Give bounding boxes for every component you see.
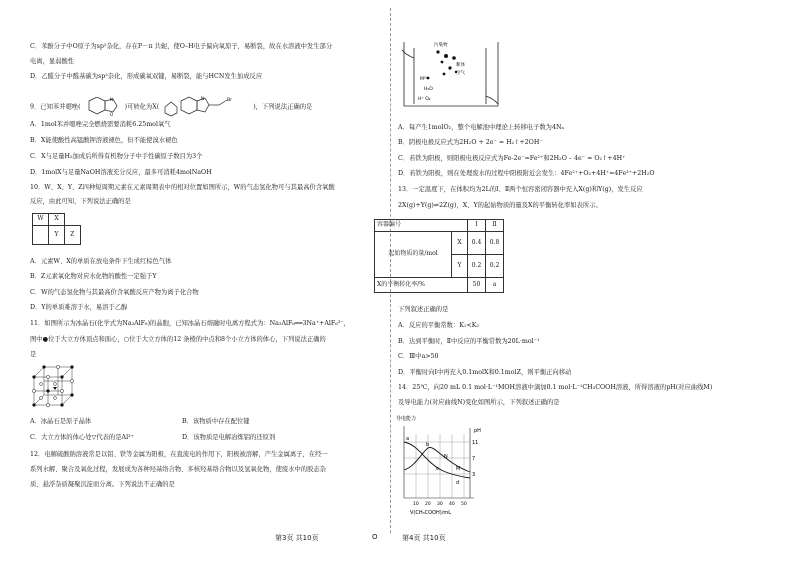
- graph-ylabel-right: pH: [474, 428, 481, 434]
- graph-point-label: d: [456, 480, 460, 486]
- footer-binding-mark: O: [372, 533, 378, 541]
- q13-cell: 0.8: [486, 232, 504, 255]
- q13-option-d: D．平衡时向Ⅰ中再充入0.1molX和0.1molZ，则平衡正向移动: [398, 369, 572, 376]
- q13-option-c: C．Ⅲ中a>50: [398, 353, 439, 360]
- footer-page-3: 第3页 共10页: [275, 534, 319, 542]
- q10-stem: 10．W、X、Y、Z四种短周期元素在元素周期表中的相对位置如图所示，W的气态氢化物可与其最高价含氧酸: [30, 184, 335, 191]
- page-3-column: [30, 0, 382, 537]
- cryolite-unit-cell-figure: [30, 363, 78, 411]
- electrolysis-cell-diagram: [398, 38, 508, 113]
- q13-header-cell: Ⅰ: [468, 220, 486, 232]
- q12-option-c: C．若铁为阳极，则阳极电极反应式为Fe-2e⁻=Fe²⁺和2H₂O – 4e⁻ = O₂↑+4H⁺: [398, 155, 626, 162]
- q13-cell: X的平衡转化率/%: [375, 278, 468, 293]
- graph-ytick: 3: [472, 472, 476, 478]
- q13-cell: a: [486, 278, 504, 293]
- q12-option-d: D．若铁为阳极，则在处理废水的过程中阳极附近会发生：4Fe²⁺+O₂+4H⁺=4Fe³⁺+2H₂O: [398, 170, 655, 177]
- q12-option-b: B．阴极电极反应式为2H₂O + 2e⁻ = H₂↑+2OH⁻: [398, 139, 543, 146]
- q11-option-b: B．该物质中存在配位键: [182, 418, 250, 425]
- graph-curve-label: M: [456, 466, 461, 472]
- q11-option-a: A．冰晶石是原子晶体: [30, 418, 92, 425]
- svg-text:O: O: [109, 112, 113, 117]
- q12-stem-2: 系列水解、聚合及氧化过程，发展成为各种羟基络合物、多核羟基络合物以及氢氧化物，使废水中的胶态杂: [30, 466, 326, 473]
- q13-equation: 2X(g)+Y(g)⇌2Z(g)，X、Y的起始物质的量及X的平衡转化率如表所示。: [398, 202, 602, 209]
- q9-option-b: B．X能使酸性高锰酸钾溶液褪色，但不能使溴水褪色: [30, 137, 178, 144]
- q10-stem-2: 反应，由此可知，下列说法正确的是: [30, 198, 131, 205]
- q10-option-c: C．W的气态氢化物与其最高价含氧酸反应产物为离子化合物: [30, 289, 199, 296]
- q9-stem: [30, 96, 312, 118]
- graph-ylabel-left: 导电能力: [396, 416, 417, 422]
- q9-option-a: A．1mol苯并噁唑完全燃烧需要消耗6.25mol氧气: [30, 121, 171, 128]
- q10-cell: W: [33, 214, 49, 226]
- q13-option-a: A．反应的平衡常数：K₁<K₂: [398, 322, 479, 329]
- q8-option-c-cont: 电离，显弱酸性: [30, 58, 75, 65]
- q9-stem-part-c: )，下列说法正确的是: [253, 103, 313, 111]
- label-h2o: H₂O: [424, 87, 433, 92]
- graph-xlabel: V(CH₃COOH)/mL: [410, 510, 452, 516]
- q11-stem: 11．如图所示为冰晶石(化学式为Na₃AlF₆)的晶胞，已知冰晶石熔融时电离方程式为：Na₃AlF₆══3Na⁺+AlF₆³⁻，: [30, 320, 350, 327]
- q13-data-table: [374, 219, 504, 293]
- q11-stem-3: 是: [30, 351, 37, 358]
- q14-stem-2: 及导电能力(对应曲线N)变化如图所示，下列叙述正确的是: [398, 399, 560, 406]
- svg-text:N: N: [201, 96, 205, 101]
- q12-option-a: A．每产生1molO₂，整个电解池中理论上转移电子数为4Nₐ: [398, 124, 564, 131]
- q13-cell: 0.2: [468, 255, 486, 278]
- q10-periodic-table: [32, 213, 81, 245]
- q8-option-c: C．苯酚分子中O原子为sp²杂化，存在P－π 共轭，使O–H电子偏向氧原子，易断裂，故在水溶液中发生部分: [30, 43, 333, 50]
- q10-option-b: B．Z元素氧化物对应水化物的酸性一定强于Y: [30, 273, 157, 280]
- q13-header-cell: 容器编号: [375, 220, 468, 232]
- q13-cell: 0.2: [486, 255, 504, 278]
- q11-stem-2: 图中●位于大立方体顶点和面心，○位于大立方体的12 条棱的中点和8个小立方体的体心，下列说法正确的: [30, 336, 326, 343]
- page-4-column: [377, 0, 758, 537]
- label-m-ion: M²⁺: [420, 77, 429, 82]
- q12-stem-3: 质、悬浮杂质凝聚沉淀而分离。下列说法不正确的是: [30, 481, 175, 488]
- q10-cell: X: [49, 214, 65, 226]
- compound-x-structure: [161, 96, 251, 118]
- benzoxazole-structure: [83, 97, 123, 117]
- q10-cell: [65, 214, 81, 226]
- q9-stem-part-a: 9．已知苯并噁唑(: [30, 103, 81, 111]
- footer-page-4: 第4页 共10页: [402, 534, 446, 542]
- svg-text:N: N: [109, 97, 113, 102]
- q9-option-c: C．X与足量H₂加成后所得有机物分子中手性碳原子数目为3个: [30, 153, 203, 160]
- q8-option-d: D．乙醛分子中醛基碳为sp²杂化，形成碳氧双键，易断裂，能与HCN发生加成反应: [30, 73, 263, 80]
- q14-graph: [396, 412, 506, 522]
- q13-cell: 0.4: [468, 232, 486, 255]
- q12-stem-1: 12．电解硫酸钠溶液常是以铝、铁等金属为阳极，在直流电的作用下，阳极被溶解，产生金属离子，在经一: [30, 451, 328, 458]
- label-flocs: 絮体: [456, 63, 465, 68]
- label-oh: H⁺ O₂: [418, 97, 431, 102]
- q10-option-a: A．元素W、X的单质在放电条件下生成红棕色气体: [30, 258, 172, 265]
- graph-curve-label: N: [444, 454, 448, 460]
- q13-header-cell: Ⅱ: [486, 220, 504, 232]
- q13-question: 下列叙述正确的是: [398, 306, 449, 313]
- graph-xtick: 30: [437, 502, 443, 507]
- q14-stem-1: 14．25℃，向20 mL 0.1 mol·L⁻¹MOH溶液中滴加0.1 mol·L⁻¹CH₃COOH溶液，所得溶液的pH(对应曲线M): [398, 384, 713, 391]
- graph-ytick: 7: [472, 456, 476, 462]
- label-pollutant: 污染物: [434, 43, 448, 48]
- graph-xtick: 10: [413, 502, 419, 507]
- q9-option-d: D．1molX与足量NaOH溶液充分反应，最多可消耗4molNaOH: [30, 169, 212, 176]
- graph-ytick: 11: [472, 440, 479, 446]
- graph-point-label: b: [426, 442, 430, 448]
- q11-option-c: C．大立方体的体心处▽代表的是Al³⁺: [30, 434, 134, 441]
- q13-cell: 50: [468, 278, 486, 293]
- graph-xtick: 40: [449, 502, 455, 507]
- q13-option-b: B．达到平衡时，Ⅱ中反应的平衡常数为20L·mol⁻¹: [398, 338, 540, 345]
- graph-xtick: 50: [461, 502, 467, 507]
- q11-option-d: D．该物质是电解冶炼铝的还原剂: [182, 434, 276, 441]
- q10-cell: Z: [65, 226, 81, 245]
- svg-text:Br: Br: [227, 98, 233, 103]
- q13-label-cell: 起始物质的量/mol: [375, 232, 452, 278]
- q13-stem-1: 13．一定温度下，在体积均为2L的Ⅰ、Ⅱ两个恒容密闭容器中充入X(g)和Y(g)，发生反应: [398, 186, 643, 193]
- q9-stem-part-b: )可转化为X(: [124, 103, 160, 111]
- graph-xtick: 20: [425, 502, 431, 507]
- q10-cell: [33, 226, 49, 245]
- q13-cell: Y: [452, 255, 468, 278]
- graph-point-label: a: [406, 436, 410, 442]
- graph-point-label: c: [436, 466, 439, 472]
- q10-cell: Y: [49, 226, 65, 245]
- label-air: 空气: [456, 71, 465, 76]
- q10-option-d: D．Y的单质难溶于水，易溶于乙醇: [30, 304, 128, 311]
- q13-cell: X: [452, 232, 468, 255]
